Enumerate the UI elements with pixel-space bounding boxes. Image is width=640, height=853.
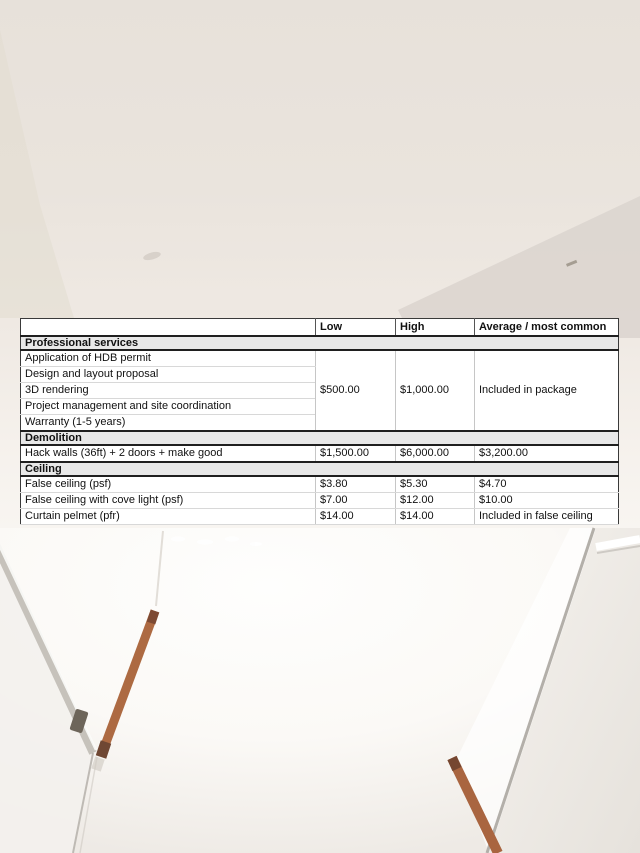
table-row [21, 350, 619, 367]
cell-high: $5.30 [396, 476, 475, 493]
cell-average-merged: Included in package [475, 350, 619, 431]
cell-item: Project management and site coordination [21, 399, 316, 415]
photo-skirting-left-tip [151, 611, 155, 623]
cell-high: $12.00 [396, 493, 475, 509]
table-header-row [21, 319, 619, 337]
cell-average: Included in false ceiling [475, 509, 619, 525]
pricing-table [20, 318, 619, 525]
photo-skirting-right-tip [452, 758, 457, 769]
section-label: Professional services [21, 336, 619, 350]
cell-item: False ceiling (psf) [21, 476, 316, 493]
column-header-low: Low [316, 319, 396, 337]
cell-item: 3D rendering [21, 383, 316, 399]
section-label: Demolition [21, 431, 619, 445]
cell-high: $14.00 [396, 509, 475, 525]
cell-average: $4.70 [475, 476, 619, 493]
cell-high-merged: $1,000.00 [396, 350, 475, 431]
column-header-average: Average / most common [475, 319, 619, 337]
photo-skirting-left-shadow [96, 758, 100, 770]
cell-low: $7.00 [316, 493, 396, 509]
cell-average: $3,200.00 [475, 445, 619, 462]
cell-low: $14.00 [316, 509, 396, 525]
cell-low: $3.80 [316, 476, 396, 493]
section-row-professional-services [21, 336, 619, 350]
section-row-ceiling [21, 462, 619, 476]
section-row-demolition [21, 431, 619, 445]
cell-low-merged: $500.00 [316, 350, 396, 431]
cell-average: $10.00 [475, 493, 619, 509]
section-label: Ceiling [21, 462, 619, 476]
cell-low: $1,500.00 [316, 445, 396, 462]
cell-item: Curtain pelmet (pfr) [21, 509, 316, 525]
column-header-item [21, 319, 316, 337]
cell-item: Design and layout proposal [21, 367, 316, 383]
cell-item: Application of HDB permit [21, 350, 316, 367]
cell-item: False ceiling with cove light (psf) [21, 493, 316, 509]
table-row [21, 493, 619, 509]
photo-skirting-left-end [101, 742, 106, 757]
cell-high: $6,000.00 [396, 445, 475, 462]
table-row [21, 509, 619, 525]
column-header-high: High [396, 319, 475, 337]
table-row [21, 476, 619, 493]
cell-item: Warranty (1-5 years) [21, 415, 316, 432]
table-row [21, 445, 619, 462]
cell-item: Hack walls (36ft) + 2 doors + make good [21, 445, 316, 462]
